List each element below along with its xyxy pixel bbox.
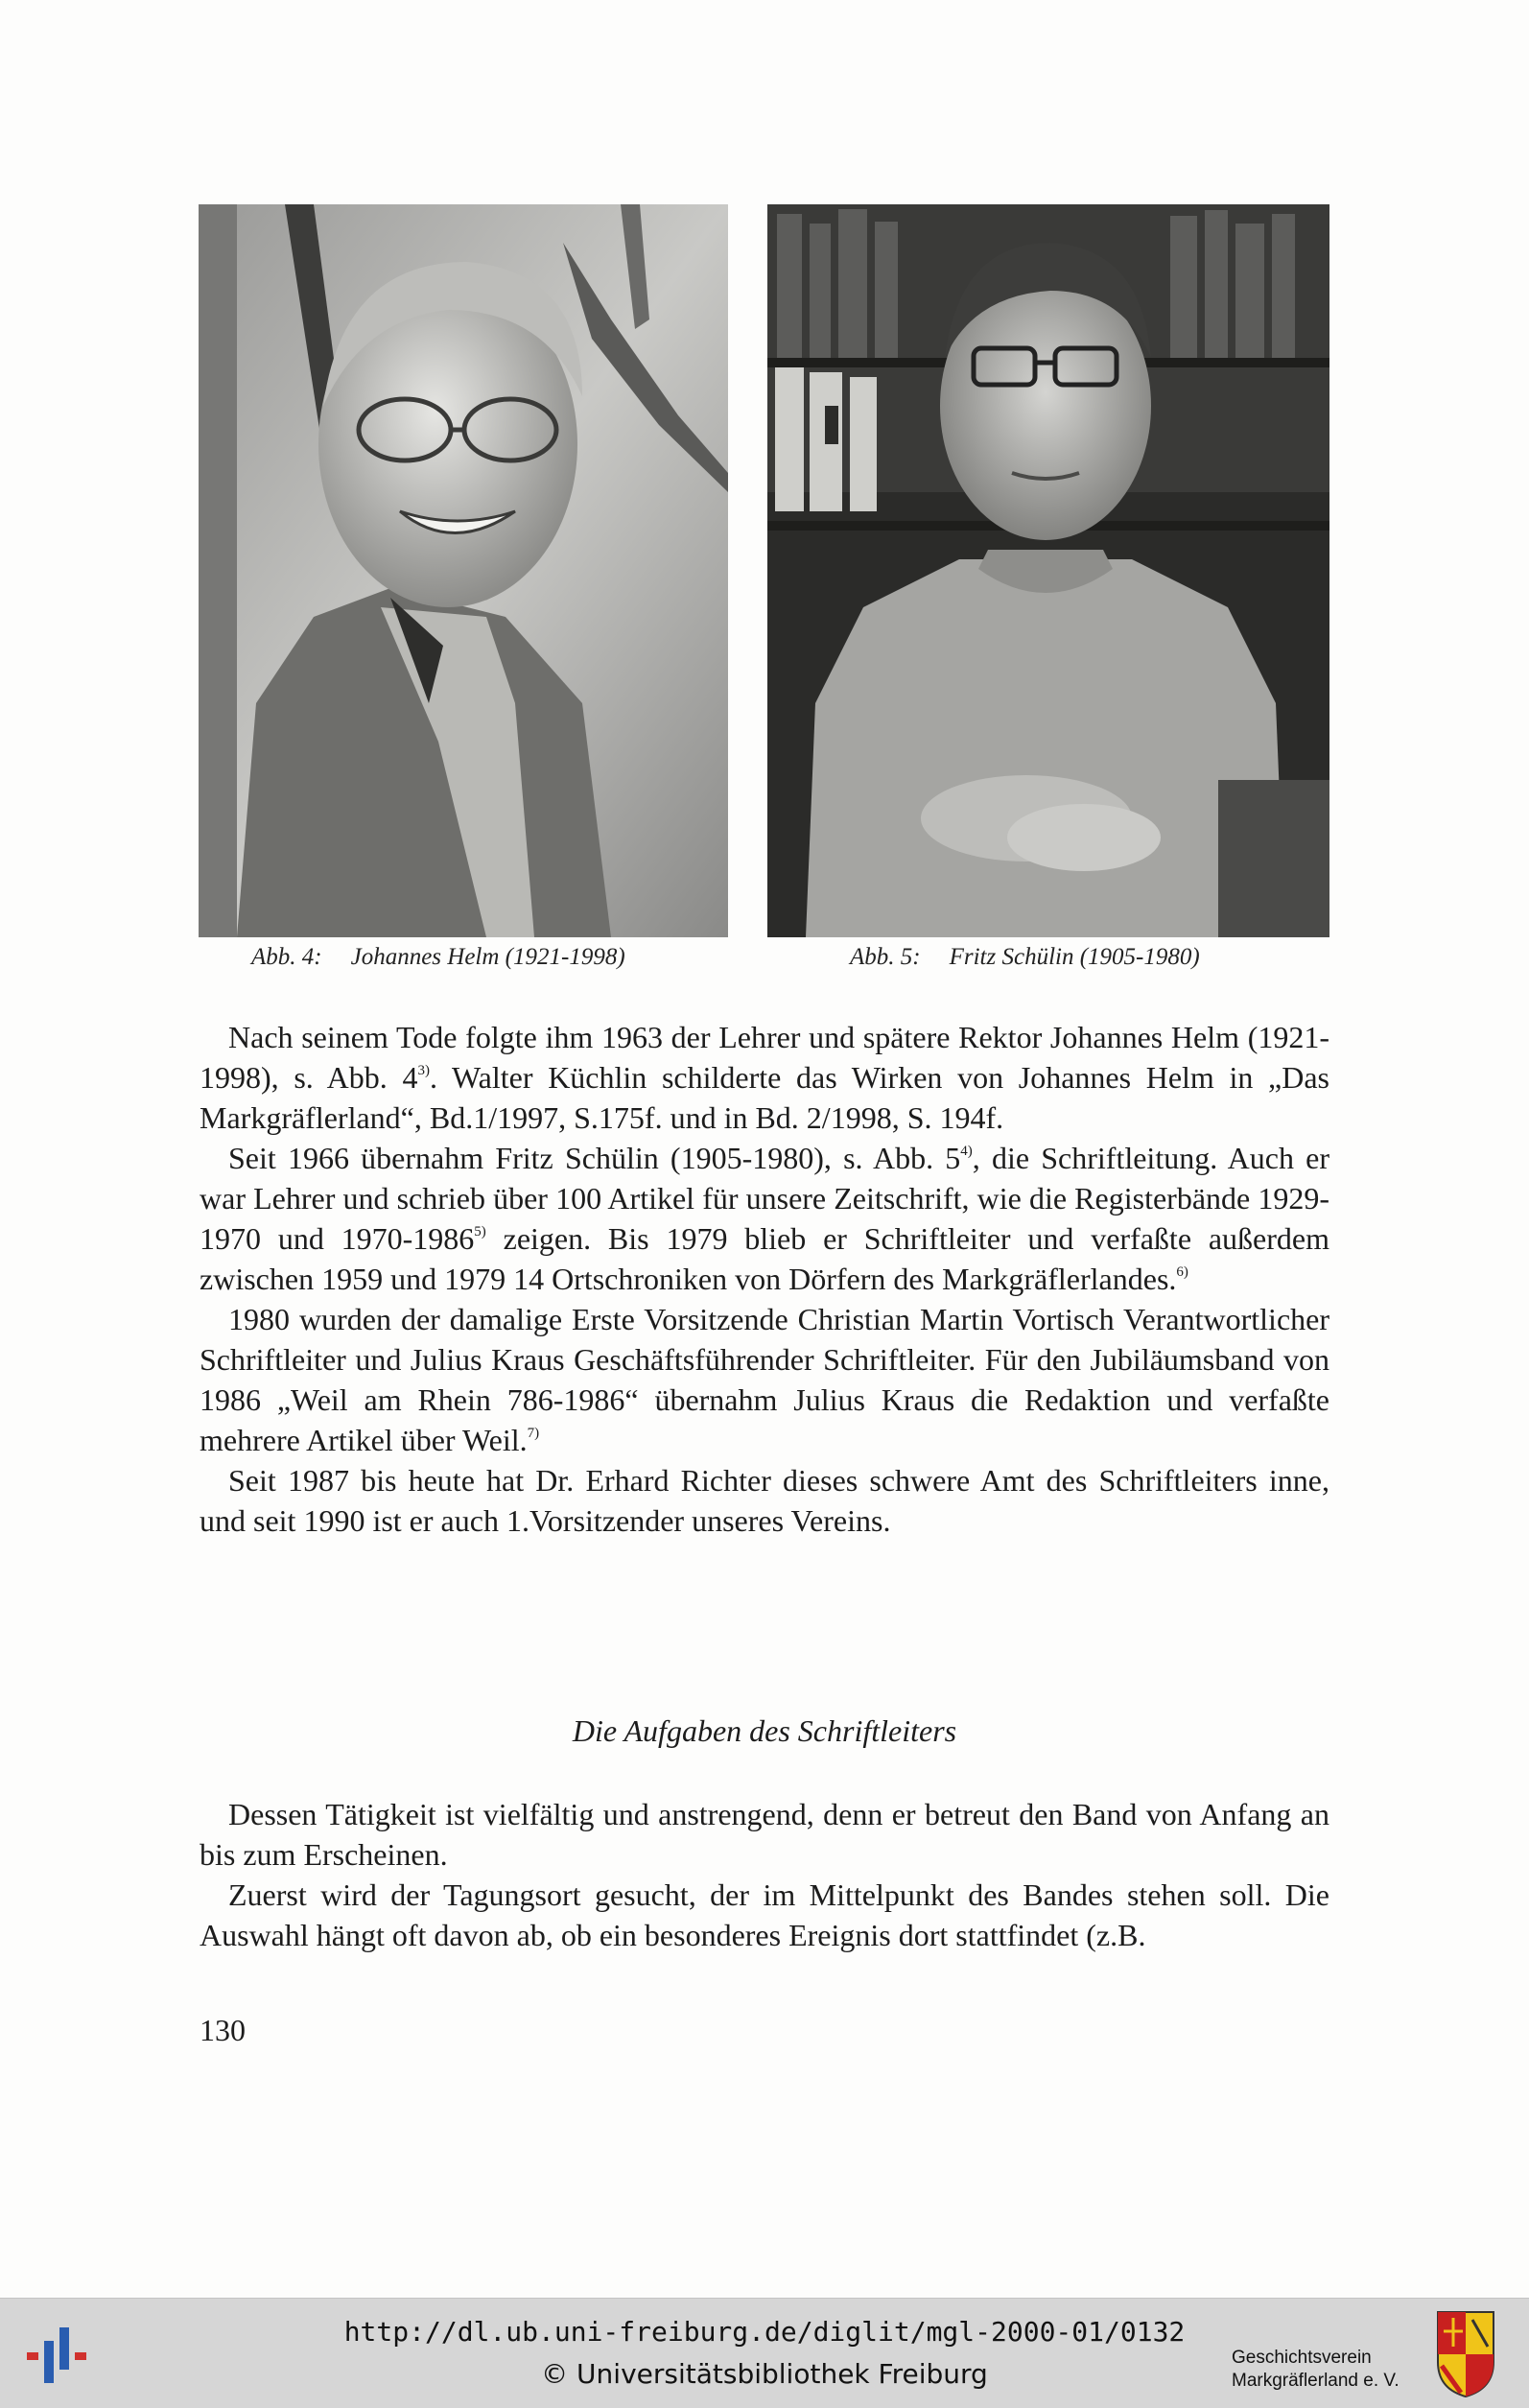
page-number: 130 xyxy=(200,2013,246,2047)
paragraph xyxy=(200,1138,1329,1299)
photo-johannes-helm xyxy=(199,204,728,937)
photo-fritz-schuelin xyxy=(767,204,1329,937)
paragraph xyxy=(200,1299,1329,1460)
text-run: 1980 wurden der damalige Erste Vorsitzende Christian Martin Vortisch Verantwortlicher Schriftleiter und Julius Kraus Geschäftsführender Schriftleiter. Für den Jubiläumsband von 1986 „Weil am Rhein 786-1986“ übernahm Julius Kraus die Redaktion und verfaßte mehrere Artikel über Weil. xyxy=(200,1302,1329,1457)
figure-caption-text: Fritz Schülin (1905-1980) xyxy=(949,944,1200,970)
text-run: Seit 1966 übernahm Fritz Schülin (1905-1980), s. Abb. 5 xyxy=(228,1141,961,1175)
paragraph xyxy=(200,1017,1329,1138)
copyright-notice: © Universitätsbibliothek Freiburg xyxy=(541,2358,988,2390)
figure-caption-text: Johannes Helm (1921-1998) xyxy=(350,944,625,970)
society-line-2: Markgräflerland e. V. xyxy=(1232,2371,1400,2391)
footnote-ref: 6) xyxy=(1176,1264,1188,1280)
text-run: Seit 1987 bis heute hat Dr. Erhard Richter dieses schwere Amt des Schriftleiters inne, und seit 1990 ist er auch 1.Vorsitzender unseres Vereins. xyxy=(200,1463,1329,1538)
figure-label: Abb. 5: xyxy=(850,944,921,970)
coat-of-arms-icon[interactable] xyxy=(1434,2308,1497,2400)
figure-caption-abb-5 xyxy=(850,944,1200,971)
footnote-ref: 7) xyxy=(527,1426,540,1441)
body-text-bottom xyxy=(200,1794,1329,1955)
paragraph: Dessen Tätigkeit ist vielfältig und anstrengend, denn er betreut den Band von Anfang an bis zum Erscheinen. xyxy=(200,1797,1329,1872)
viewer-footer xyxy=(0,2298,1529,2408)
text-run: zeigen. Bis 1979 blieb er Schriftleiter und verfaßte außerdem zwischen 1959 und 1979 14 Ortschroniken von Dörfern des Markgräflerlandes. xyxy=(200,1221,1330,1296)
paragraph: Zuerst wird der Tagungsort gesucht, der im Mittelpunkt des Bandes stehen soll. Die Auswahl hängt oft davon ab, ob ein besonderes Ereignis dort stattfindet (z.B. xyxy=(200,1877,1329,1952)
body-text-top xyxy=(200,1017,1329,1541)
figure-caption-abb-4 xyxy=(251,944,625,971)
footnote-ref: 4) xyxy=(960,1144,973,1159)
text-run: Nach seinem Tode folgte ihm 1963 der Lehrer und spätere Rektor Johannes Helm (1921-1998), s. Abb. 4 xyxy=(200,1020,1329,1095)
section-heading: Die Aufgaben des Schriftleiters xyxy=(572,1713,957,1748)
figure-label: Abb. 4: xyxy=(251,944,322,970)
paragraph xyxy=(200,1460,1329,1541)
footnote-ref: 5) xyxy=(474,1224,486,1239)
text-run: . Walter Küchlin schilderte das Wirken von Johannes Helm in „Das Markgräflerland“, Bd.1/1997, S.175f. und in Bd. 2/1998, S. 194f. xyxy=(200,1060,1330,1135)
text-run: , die Schriftleitung. Auch er war Lehrer und schrieb über 100 Artikel für unsere Zeitschrift, wie die Registerbände 1929-1970 und 1970-1986 xyxy=(200,1141,1330,1256)
society-name[interactable] xyxy=(1232,2347,1423,2393)
footnote-ref: 3) xyxy=(417,1063,430,1078)
society-line-1: Geschichtsverein xyxy=(1232,2348,1372,2368)
document-url-link[interactable]: http://dl.ub.uni-freiburg.de/diglit/mgl-2000-01/0132 xyxy=(343,2316,1186,2348)
